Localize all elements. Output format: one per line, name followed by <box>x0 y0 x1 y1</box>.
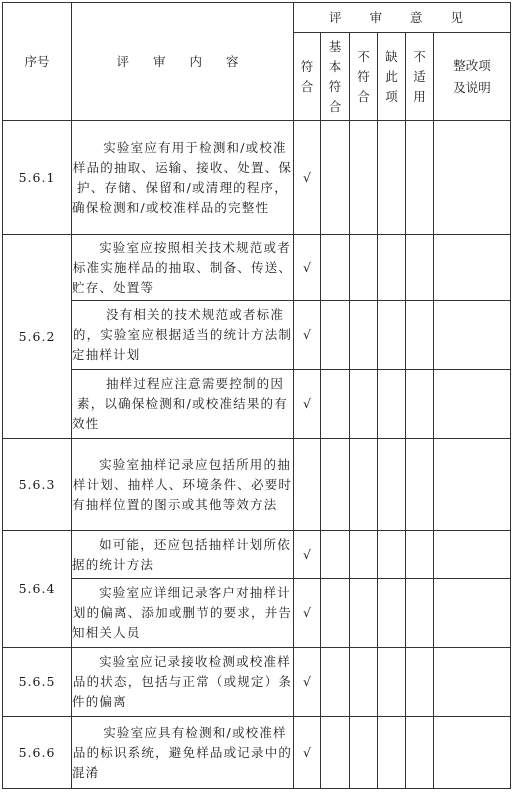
table-row <box>3 301 511 370</box>
cell-empty <box>321 439 350 531</box>
cell-empty <box>350 235 378 301</box>
cell-empty <box>321 370 350 439</box>
clause-number: 5.6.3 <box>3 439 72 531</box>
header-opinion: 评 审 意 见 <box>294 3 511 33</box>
review-content: 实验室应详细记录客户对抽样计划的偏离、添加或删节的要求，并告知相关人员 <box>72 579 294 648</box>
review-content: 实验室应具有检测和/或校准样品的标识系统，避免样品或记录中的混淆 <box>72 717 294 789</box>
review-content: 实验室应记录接收检测或校准样品的状态，包括与正常（或规定）条件的偏离 <box>72 648 294 717</box>
review-content: 实验室应按照相关技术规范或者标准实施样品的抽取、制备、传送、贮存、处置等 <box>72 235 294 301</box>
cell-empty <box>378 648 406 717</box>
check-mark: √ <box>294 531 321 579</box>
table-row <box>3 717 511 789</box>
cell-empty <box>406 579 434 648</box>
check-mark: √ <box>294 121 321 235</box>
check-mark: √ <box>294 579 321 648</box>
cell-empty <box>406 531 434 579</box>
cell-empty <box>434 439 511 531</box>
review-content: 抽样过程应注意需要控制的因素，以确保检测和/或校准结果的有效性 <box>72 370 294 439</box>
clause-number: 5.6.2 <box>3 235 72 439</box>
header-col-basic-comply: 基本符合 <box>321 33 350 121</box>
cell-empty <box>378 717 406 789</box>
header-content: 评 审 内 容 <box>72 3 294 121</box>
table-row <box>3 579 511 648</box>
header-seq: 序号 <box>3 3 72 121</box>
check-mark <box>294 439 321 531</box>
cell-empty <box>434 717 511 789</box>
cell-empty <box>406 370 434 439</box>
review-content: 实验室抽样记录应包括所用的抽样计划、抽样人、环境条件、必要时有抽样位置的图示或其他等效方法 <box>72 439 294 531</box>
check-mark: √ <box>294 235 321 301</box>
cell-empty <box>434 301 511 370</box>
cell-empty <box>378 301 406 370</box>
cell-empty <box>321 717 350 789</box>
check-mark: √ <box>294 301 321 370</box>
clause-number: 5.6.4 <box>3 531 72 648</box>
cell-empty <box>321 531 350 579</box>
cell-empty <box>434 370 511 439</box>
table-row <box>3 531 511 579</box>
table-row <box>3 121 511 235</box>
cell-empty <box>321 579 350 648</box>
cell-empty <box>378 121 406 235</box>
table-row <box>3 235 511 301</box>
cell-empty <box>350 717 378 789</box>
cell-empty <box>350 301 378 370</box>
cell-empty <box>350 121 378 235</box>
check-mark: √ <box>294 717 321 789</box>
header-col-missing: 缺此项 <box>378 33 406 121</box>
cell-empty <box>434 531 511 579</box>
cell-empty <box>321 235 350 301</box>
cell-empty <box>321 648 350 717</box>
cell-empty <box>434 579 511 648</box>
clause-number: 5.6.5 <box>3 648 72 717</box>
cell-empty <box>378 579 406 648</box>
table-row <box>3 648 511 717</box>
cell-empty <box>406 439 434 531</box>
review-content: 如可能，还应包括抽样计划所依据的统计方法 <box>72 531 294 579</box>
cell-empty <box>406 717 434 789</box>
cell-empty <box>378 439 406 531</box>
cell-empty <box>378 531 406 579</box>
cell-empty <box>406 301 434 370</box>
cell-empty <box>350 370 378 439</box>
table-row <box>3 439 511 531</box>
cell-empty <box>406 235 434 301</box>
review-table <box>2 2 511 789</box>
cell-empty <box>350 439 378 531</box>
clause-number: 5.6.1 <box>3 121 72 235</box>
cell-empty <box>350 531 378 579</box>
cell-empty <box>350 648 378 717</box>
cell-empty <box>434 121 511 235</box>
header-col-comply: 符合 <box>294 33 321 121</box>
cell-empty <box>321 121 350 235</box>
cell-empty <box>350 579 378 648</box>
review-content: 没有相关的技术规范或者标准的，实验室应根据适当的统计方法制定抽样计划 <box>72 301 294 370</box>
check-mark: √ <box>294 648 321 717</box>
header-col-notes: 整改项及说明 <box>434 33 511 121</box>
cell-empty <box>434 235 511 301</box>
cell-empty <box>434 648 511 717</box>
cell-empty <box>378 370 406 439</box>
header-col-not-comply: 不符合 <box>350 33 378 121</box>
header-col-not-applicable: 不适用 <box>406 33 434 121</box>
clause-number: 5.6.6 <box>3 717 72 789</box>
cell-empty <box>406 648 434 717</box>
review-content: 实验室应有用于检测和/或校准样品的抽取、运输、接收、处置、保护、存储、保留和/或清理的程序，确保检测和/或校准样品的完整性 <box>72 121 294 235</box>
table-row <box>3 370 511 439</box>
cell-empty <box>406 121 434 235</box>
cell-empty <box>321 301 350 370</box>
cell-empty <box>378 235 406 301</box>
check-mark: √ <box>294 370 321 439</box>
